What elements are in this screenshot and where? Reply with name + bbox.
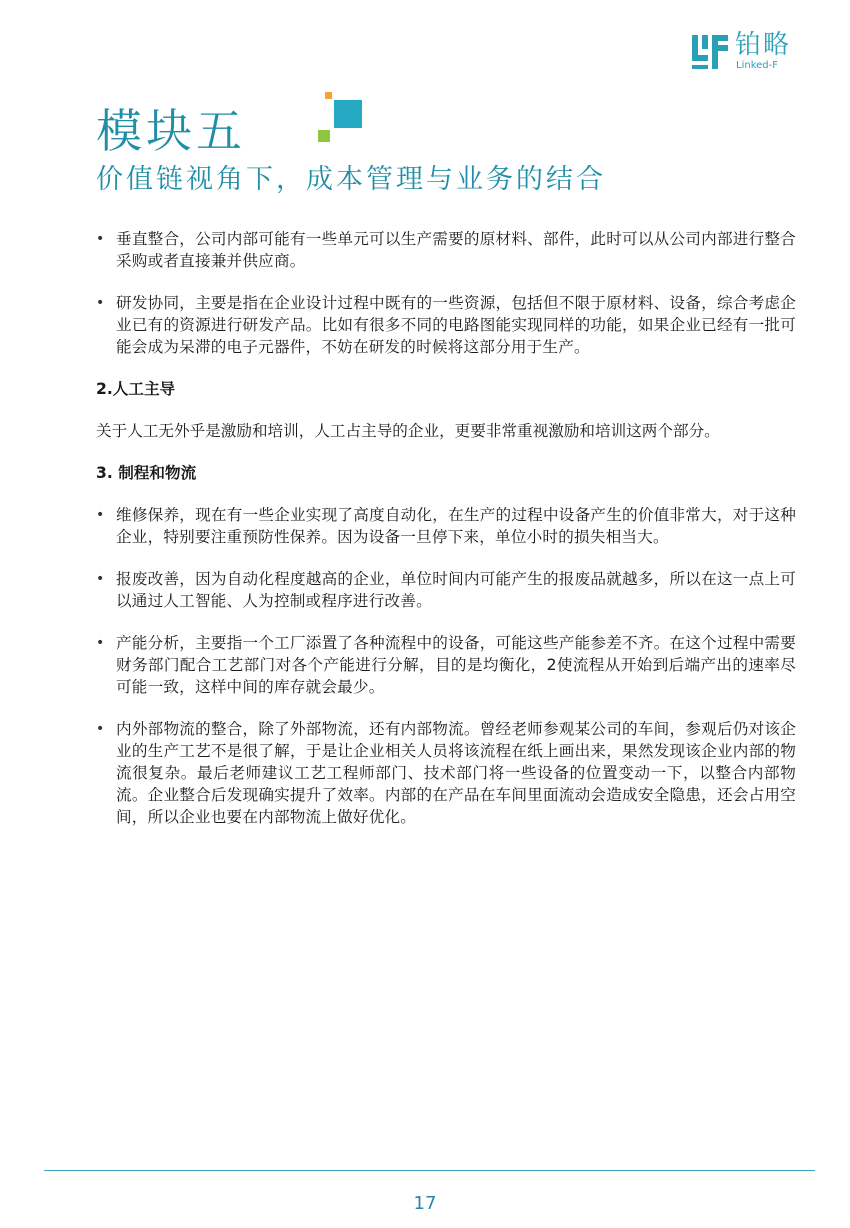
logo-name-en: Linked-F: [736, 60, 778, 71]
list-item: [96, 632, 796, 698]
list-item-text: 报废改善，因为自动化程度越高的企业，单位时间内可能产生的报废品就越多，所以在这一点上可以通过人工智能、人为控制或程序进行改善。: [116, 570, 796, 610]
list-item: [96, 718, 796, 828]
list-item: [96, 568, 796, 612]
list-item-text: 内外部物流的整合，除了外部物流，还有内部物流。曾经老师参观某公司的车间，参观后仍对该企业的生产工艺不是很了解，于是让企业相关人员将该流程在纸上画出来，果然发现该企业内部的物流很复杂。最后老师建议工艺工程师部门、技术部门将一些设备的位置变动一下，以整合内部物流。企业整合后发现确实提升了效率。内部的在产品在车间里面流动会造成安全隐患，还会占用空间，所以企业也要在内部物流上做好优化。: [116, 720, 796, 826]
main-content: [96, 228, 796, 848]
section-heading-manual: 2.人工主导: [96, 380, 176, 398]
decor-square-orange: [325, 92, 332, 99]
section1-list: [96, 228, 796, 358]
decor-square-teal: [334, 100, 362, 128]
list-item: [96, 228, 796, 272]
page-number: 17: [413, 1193, 437, 1214]
logo-name-cn: 铂略: [735, 30, 792, 60]
module-subtitle: 价值链视角下，成本管理与业务的结合: [96, 164, 606, 195]
section-paragraph-manual: 关于人工无外乎是激励和培训，人工占主导的企业，更要非常重视激励和培训这两个部分。: [96, 422, 720, 440]
section3-list: [96, 504, 796, 828]
bullet-icon: •: [96, 231, 105, 247]
bullet-icon: •: [96, 571, 105, 587]
list-item-text: 垂直整合，公司内部可能有一些单元可以生产需要的原材料、部件，此时可以从公司内部进行整合采购或者直接兼并供应商。: [116, 230, 796, 270]
list-item: [96, 292, 796, 358]
list-item-text: 产能分析，主要指一个工厂添置了各种流程中的设备，可能这些产能参差不齐。在这个过程中需要财务部门配合工艺部门对各个产能进行分解，目的是均衡化，2使流程从开始到后端产出的速率尽可能一致，这样中间的库存就会最少。: [116, 634, 796, 696]
list-item: [96, 504, 796, 548]
brand-logo: [690, 30, 810, 74]
bullet-icon: •: [96, 507, 105, 523]
footer-divider: [44, 1170, 815, 1171]
bullet-icon: •: [96, 295, 105, 311]
bullet-icon: •: [96, 721, 105, 737]
linked-f-logo-icon: [690, 32, 730, 72]
section-heading-process: 3. 制程和物流: [96, 464, 197, 482]
decor-square-green: [318, 130, 330, 142]
module-title: 模块五: [96, 104, 246, 158]
bullet-icon: •: [96, 635, 105, 651]
list-item-text: 研发协同，主要是指在企业设计过程中既有的一些资源，包括但不限于原材料、设备，综合考虑企业已有的资源进行研发产品。比如有很多不同的电路图能实现同样的功能，如果企业已经有一批可能会成为呆滞的电子元器件，不妨在研发的时候将这部分用于生产。: [116, 294, 796, 356]
list-item-text: 维修保养，现在有一些企业实现了高度自动化，在生产的过程中设备产生的价值非常大，对于这种企业，特别要注重预防性保养。因为设备一旦停下来，单位小时的损失相当大。: [116, 506, 796, 546]
